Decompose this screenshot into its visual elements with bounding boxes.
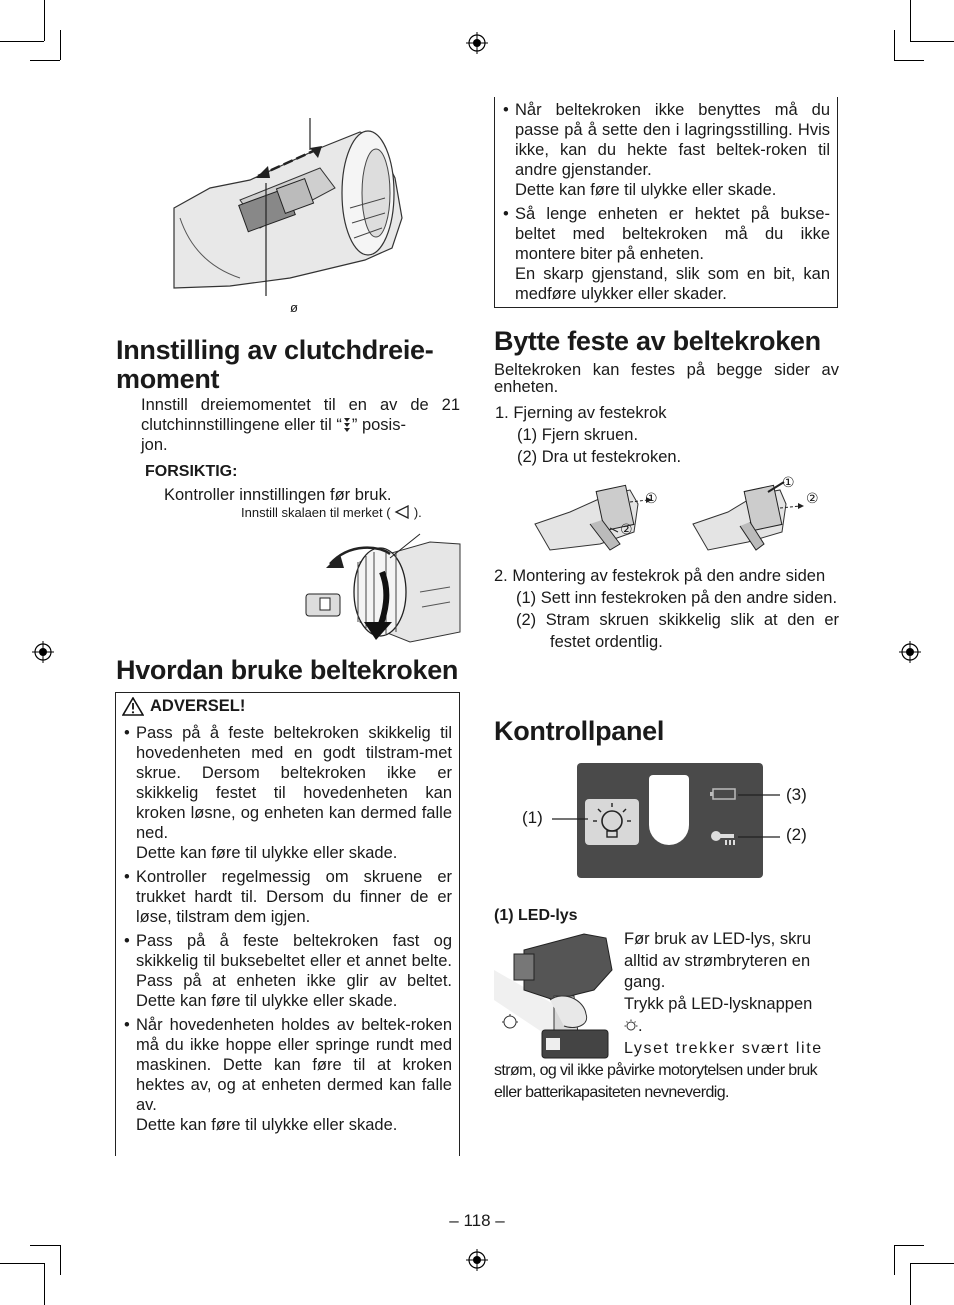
- led-text-3: Lyset trekker svært lite strøm, og vil ikke påvirke motorytelsen under bruk eller batterikapasiteten nevneverdig.: [494, 1040, 823, 1101]
- step-1b: (2) Dra ut festekroken.: [517, 448, 682, 466]
- triangle-mark-icon: [394, 505, 410, 519]
- warning-bullet: • Kontroller regelmessig om skruene er trukket hardt til. Dersom du finner de er løse, tilstram dem igjen.: [124, 867, 452, 927]
- registration-mark-icon: [32, 641, 54, 663]
- registration-mark-icon: [466, 32, 488, 54]
- crop-mark: [894, 60, 924, 61]
- crop-mark: [894, 1245, 924, 1246]
- step-2: 2. Montering av festekrok på den andre siden (1) Sett inn festekroken på den andre siden. (2) Stram skruen skikkelig slik at den er festet ordentlig.: [494, 567, 839, 651]
- led-button-icon: [624, 1019, 638, 1033]
- crop-mark: [30, 1245, 60, 1246]
- registration-mark-icon: [466, 1249, 488, 1271]
- hook-removal-figure-2: [688, 480, 818, 556]
- step-1: 1. Fjerning av festekrok: [495, 404, 667, 422]
- crop-mark: [44, 0, 45, 41]
- warning-bullet: • Når hovedenheten holdes av beltek-roken må du ikke hoppe eller springe rundt med maskinen. Dette kan føre til at kroken hektes av, og at enheten dermed kan falle av. Dette kan føre til ulykke eller skade.: [124, 1015, 452, 1135]
- crop-mark: [60, 30, 61, 60]
- crop-mark: [910, 0, 911, 41]
- crop-mark: [894, 1245, 895, 1275]
- clutch-paragraph: Innstill dreiemomentet til en av de 21 clutchinnstillingene eller til “ ” posis- jon.: [141, 396, 460, 454]
- figure-callout: ②: [806, 490, 819, 506]
- crop-mark: [910, 1263, 911, 1305]
- warning-header: ADVERSEL!: [122, 697, 245, 716]
- drill-direction-switch-illustration: [170, 118, 410, 298]
- callout-3: (3): [786, 785, 807, 804]
- callout-1: (1): [522, 808, 543, 827]
- section-title-clutch: Innstilling av clutchdreie- moment: [116, 335, 434, 394]
- scale-note: Innstill skalaen til merket ( ).: [241, 505, 422, 520]
- crop-mark: [30, 60, 60, 61]
- crop-mark: [0, 1263, 44, 1264]
- figure-callout: ②: [620, 521, 633, 537]
- section-title-swap: Bytte feste av beltekroken: [494, 326, 821, 356]
- page-number: – 118 –: [449, 1211, 505, 1230]
- led-heading: (1) LED-lys: [494, 907, 578, 924]
- crop-mark: [910, 41, 954, 42]
- warning-bullet: • Når beltekroken ikke benyttes må du passe på å sette den i lagringsstilling. Hvis ikke, kan du hekte fast beltek-roken til andre gjenstander. Dette kan føre til ulykke eller skade.: [503, 100, 830, 200]
- callout-2: (2): [786, 825, 807, 844]
- registration-mark-icon: [899, 641, 921, 663]
- clutch-ring-illustration: [300, 532, 462, 644]
- led-text-1: Før bruk av LED-lys, skru alltid av strømbryteren en gang.: [624, 930, 812, 991]
- crop-mark: [910, 1263, 954, 1264]
- section-title-control-panel: Kontrollpanel: [494, 716, 665, 746]
- warning-bullet: • Pass på å feste beltekroken skikkelig til hovedenheten med en godt tilstram-met skrue. Dersom beltekroken ikke er skikkelig festet til hovedenheten kan kroken løsne, og enheten kan dermed falle ned. Dette kan føre til ulykke eller skade.: [124, 723, 452, 863]
- crop-mark: [0, 41, 44, 42]
- swap-intro: Beltekroken kan festes på begge sider av enheten.: [494, 361, 839, 396]
- caution-label: FORSIKTIG:: [145, 463, 238, 480]
- led-text-2: Trykk på LED-lysknappen .: [624, 995, 813, 1035]
- figure-callout: ①: [645, 490, 658, 506]
- step-1a: (1) Fjern skruen.: [517, 426, 639, 444]
- crop-mark: [44, 1263, 45, 1305]
- drill-mode-icon: [342, 417, 352, 433]
- warning-bullet: • Pass på å feste beltekroken fast og skikkelig til buksebeltet eller et annet belte. Pass på at enheten ikke glir av beltet. Dette kan føre til ulykke eller skade.: [124, 931, 452, 1011]
- section-title-belt-hook: Hvordan bruke beltekroken: [116, 655, 459, 685]
- crop-mark: [894, 30, 895, 60]
- figure-caption: ø: [290, 300, 298, 315]
- warning-triangle-icon: [122, 697, 144, 716]
- callout-leader-lines: [548, 780, 788, 850]
- caution-text: Kontroller innstillingen før bruk.: [164, 486, 392, 504]
- warning-bullet: • Så lenge enheten er hektet på bukse-beltet med beltekroken må du ikke montere biter på enheten. En skarp gjenstand, slik som en bit, kan medføre ulykker eller skader.: [503, 204, 830, 304]
- figure-callout: ①: [782, 474, 795, 490]
- crop-mark: [60, 1245, 61, 1275]
- warning-box-continued: [494, 97, 838, 308]
- warning-box: [115, 692, 460, 1156]
